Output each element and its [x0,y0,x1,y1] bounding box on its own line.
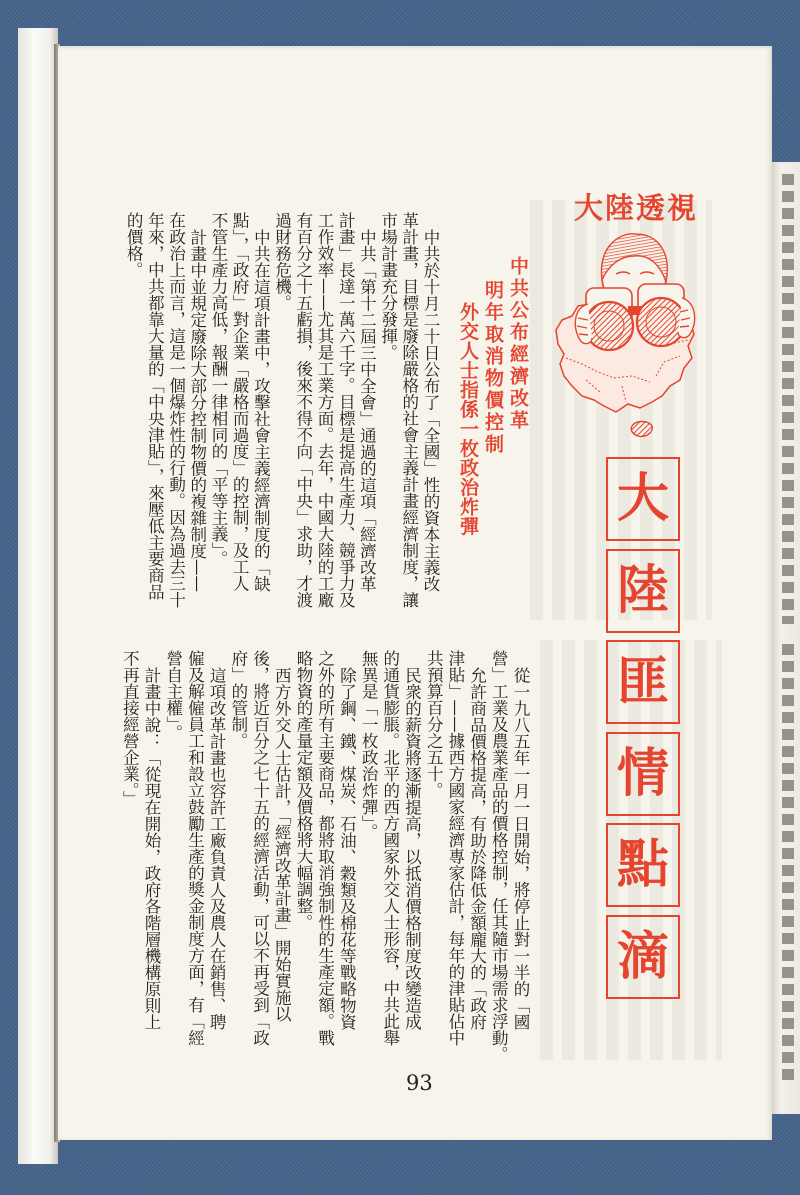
page-number: 93 [406,1071,433,1095]
text-column: 無異是「一枚政治炸彈」。 [359,650,379,840]
column-header: 大陸透視 [574,191,699,225]
column-title-char: 滴 [606,915,680,999]
binocular-lens-right [637,298,685,346]
text-column: 在政治上而言，這是一個爆炸性的行動。因為過去三十 [166,212,186,608]
text-column: 革計畫，目標是廢除嚴格的社會主義計畫經濟制度，讓 [399,212,419,608]
text-column: 西方外交人士估計，「經濟改革計畫」開始實施以 [272,666,292,1022]
adjacent-page-text-marks [782,174,794,624]
text-column: 計畫」長達一萬六千字。目標是提高生產力、競爭力及 [336,212,356,608]
article-body-upper [123,212,441,614]
text-column: 允許商品價格提高，有助於降低金額龐大的「政府 [467,666,487,1030]
text-column: 中共於十月二十日公布了「全國」性的資本主義改 [421,228,440,592]
text-column: 中共「第十二屆三中全會」通過的這項「經濟改革 [357,228,377,592]
text-column: 僱及解僱員工和設立鼓勵生產的獎金制度方面，有「經 [185,650,205,1046]
taiwan-island [631,422,652,437]
text-column: 共預算百分之五十。 [424,650,444,799]
text-column: 營自主權」。 [163,650,183,741]
text-column: 略物資的產量定額及價格將大幅調整。 [293,650,313,931]
text-column: 除了鋼、鐵、煤炭、石油、穀類及棉花等戰略物資 [337,666,357,1030]
text-column: 從一九八五年一月一日開始，將停止對一半的「國 [511,666,530,1030]
text-column: 之外的所有主要商品，都將取消強制性的生產定額。戰 [315,650,335,1046]
binocular-lens-left [585,302,633,350]
headline-line-2: 明年取消物價控制 [482,280,504,456]
text-column: 這項改革計畫也容許工廠負責人及農人在銷售、聘 [207,666,227,1030]
adjacent-page-text-marks [782,644,794,1084]
adjacent-page-edge [772,162,800,1114]
text-column: 府」的管制。 [228,650,248,749]
text-column: 市場計畫充分發揮。 [378,212,398,361]
column-title-char: 大 [606,457,680,541]
text-column: 中共在這項計畫中，攻擊社會主義經濟制度的「缺 [251,228,271,592]
text-column: 後，將近百分之七十五的經濟活動，可以不再受到「政 [250,650,270,1046]
text-column: 年來，中共都靠大量的「中央津貼」，來壓低主要商品 [145,212,165,600]
text-column: 工作效率——尤其是工業方面。去年，中國大陸的工廠 [314,212,334,608]
column-title-char: 匪 [606,640,680,724]
left-page-stack [18,28,58,1164]
text-column: 不再直接經營企業。」 [120,650,140,807]
text-column: 計畫中並規定廢除大部分控制物價的複雜制度—— [187,228,207,592]
column-title-char: 情 [606,732,680,816]
text-column: 有百分之十五虧損，後來不得不向「中央」求助，才渡 [293,212,313,608]
text-column: 民衆的薪資將逐漸提高，以抵消價格制度改變造成 [402,666,422,1030]
text-column: 營」工業及農業產品的價格控制，任其隨市場需求浮動。 [489,650,509,1063]
headline-line-3: 外交人士指係一枚政治炸彈 [457,302,479,536]
headline-line-1: 中共公布經濟改革 [507,256,529,432]
column-title [606,457,680,1006]
article-body-lower [119,650,531,1064]
column-title-char: 點 [606,823,680,907]
text-column: 計畫中說：「從現在開始，政府各階層機構原則上 [142,666,162,1030]
person-with-binoculars-over-map-icon [552,226,697,448]
text-column: 的價格。 [124,212,144,278]
column-title-char: 陸 [606,549,680,633]
text-column: 過財務危機。 [272,212,292,311]
text-column: 點」，「政府」對企業「嚴格而過度」的控制，及工人 [230,212,250,592]
text-column: 的通貨膨脹。北平的西方國家外交人士形容，中共此舉 [380,650,400,1046]
text-column: 不管生產力高低，報酬一律相同的「平等主義」。 [208,212,228,567]
text-column: 津貼」——據西方國家經濟專家估計，每年的津貼佔中 [445,650,465,1046]
